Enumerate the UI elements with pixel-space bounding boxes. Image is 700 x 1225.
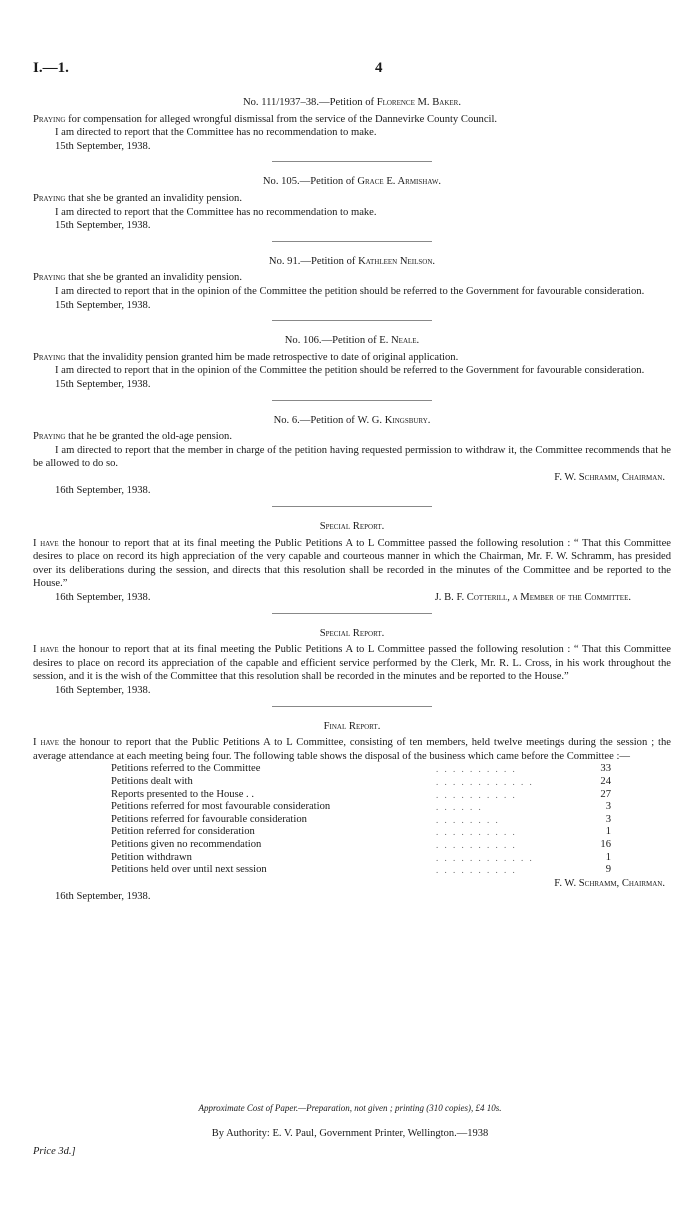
special-report-title: Special Report. bbox=[319, 627, 385, 639]
special-report-section bbox=[33, 520, 671, 605]
report-text: I am directed to report that in the opinion of the Committee the petition should be referred to the Government for favourable consideration. bbox=[55, 285, 645, 297]
petitioner-name: W. G. Kingsbury. bbox=[357, 414, 431, 426]
petition-title: No. 91.—Petition of Kathleen Neilson. bbox=[268, 255, 436, 267]
petitioner-name: Grace E. Armishaw. bbox=[357, 176, 442, 188]
special-report-section bbox=[33, 627, 671, 698]
section-divider bbox=[272, 706, 432, 707]
prayer-text: Praying that she be granted an invalidity pension. bbox=[33, 192, 243, 204]
report-text: I am directed to report that the Committee has no recommendation to make. bbox=[55, 206, 377, 218]
report-date: 15th September, 1938. bbox=[55, 140, 151, 152]
date-signature-row bbox=[33, 591, 671, 605]
petitioner-name: Kathleen Neilson. bbox=[358, 255, 436, 267]
special-report-text: I have the honour to report that at its final meeting the Public Petitions A to L Committee passed the following resolution : “ That this Committee desires to place on record its high appreciation of the very capable and courteous manner in which the Chairman, Mr. F. W. Schramm, has presided over its deliberations during the session, and directs that this resolution shall be recorded in the minutes of the Committee and be reported to the House.” bbox=[33, 537, 671, 590]
document-reference: I.—1. bbox=[33, 60, 69, 76]
paper-cost-text: —Preparation, not given ; printing (310 copies), £4 10s. bbox=[298, 1103, 502, 1113]
table-row: Petitions held over until next session . . . . . . . . . . 9 bbox=[111, 864, 611, 876]
special-report-text: I have the honour to report that at its final meeting the Public Petitions A to L Committee passed the following resolution : “ That this Committee desires to place on record its appreciation of the capable and efficient service performed by the Clerk, Mr. R. L. Cross, in his work throughout the session, and it is the wish of the Committee that this resolution shall be recorded in the minutes and be reported to the House.” bbox=[33, 644, 671, 683]
printer-authority: By Authority: E. V. Paul, Government Printer, Wellington.—1938 bbox=[211, 1128, 489, 1139]
petition-section bbox=[33, 414, 671, 499]
price-note: Price 3d.] bbox=[33, 1146, 76, 1157]
report-text: I am directed to report that the Committee has no recommendation to make. bbox=[55, 127, 377, 139]
report-text: I am directed to report that in the opinion of the Committee the petition should be referred to the Government for favourable consideration. bbox=[55, 365, 645, 377]
section-divider bbox=[272, 320, 432, 321]
table-row: Reports presented to the House . . . . . . . . . . . . 27 bbox=[111, 788, 611, 800]
page-number: 4 bbox=[375, 60, 383, 76]
member-signature: J. B. F. Cotterill, a Member of the Committee. bbox=[434, 592, 631, 604]
prayer-text: Praying that he be granted the old-age pension. bbox=[33, 431, 232, 443]
final-report-title: Final Report. bbox=[323, 720, 381, 732]
petitioner-name: E. Neale. bbox=[379, 335, 420, 347]
table-row: Petitions referred for favourable consideration . . . . . . . . 3 bbox=[111, 813, 611, 825]
final-report-text: I have the honour to report that the Public Petitions A to L Committee, consisting of ten members, held twelve meetings during the session ; the average attendance at each meeting being four. The following table shows the disposal of the business which came before the Committee :— bbox=[33, 737, 671, 762]
page-header bbox=[33, 60, 667, 80]
table-row: Petitions dealt with . . . . . . . . . . . . 24 bbox=[111, 775, 611, 787]
petition-title: No. 106.—Petition of E. Neale. bbox=[284, 335, 420, 347]
table-row: Petitions referred for most favourable consideration . . . . . . 3 bbox=[111, 801, 611, 813]
petition-section bbox=[33, 96, 671, 153]
report-date: 16th September, 1938. bbox=[55, 485, 151, 497]
table-row: Petition withdrawn . . . . . . . . . . . . 1 bbox=[111, 851, 611, 863]
report-date: 16th September, 1938. bbox=[55, 891, 151, 903]
table-row: Petitions given no recommendation . . . . . . . . . . 16 bbox=[111, 838, 611, 850]
petition-title: No. 111/1937–38.—Petition of Florence M. Baker. bbox=[242, 97, 461, 108]
petition-title: No. 105.—Petition of Grace E. Armishaw. bbox=[262, 176, 442, 188]
section-divider bbox=[272, 506, 432, 507]
prayer-text: Praying that she be granted an invalidity pension. bbox=[33, 272, 243, 284]
report-date: 15th September, 1938. bbox=[55, 299, 151, 311]
report-date: 15th September, 1938. bbox=[55, 220, 151, 232]
report-date: 16th September, 1938. bbox=[55, 592, 151, 604]
special-report-title: Special Report. bbox=[319, 521, 385, 533]
report-date: 16th September, 1938. bbox=[55, 685, 151, 696]
petition-section bbox=[33, 255, 671, 312]
section-divider bbox=[272, 161, 432, 162]
paper-cost-label: Approximate Cost of Paper. bbox=[198, 1103, 299, 1113]
petition-section bbox=[33, 334, 671, 391]
disposal-table bbox=[111, 763, 611, 876]
report-date: 15th September, 1938. bbox=[55, 378, 151, 390]
section-divider bbox=[272, 613, 432, 614]
petitioner-name: Florence M. Baker. bbox=[376, 97, 461, 108]
petition-section bbox=[33, 175, 671, 232]
section-divider bbox=[272, 241, 432, 242]
chairman-signature: F. W. Schramm, Chairman. bbox=[554, 471, 665, 483]
final-report-section bbox=[33, 720, 671, 904]
petition-title: No. 6.—Petition of W. G. Kingsbury. bbox=[273, 414, 431, 426]
prayer-text: Praying that the invalidity pension granted him be made retrospective to date of original application. bbox=[33, 351, 459, 363]
prayer-text: Praying for compensation for alleged wrongful dismissal from the service of the Dannevirke County Council. bbox=[33, 113, 498, 125]
table-row: Petitions referred to the Committee . . . . . . . . . . 33 bbox=[111, 763, 611, 775]
chairman-signature: F. W. Schramm, Chairman. bbox=[554, 877, 665, 889]
paper-cost-note bbox=[0, 1103, 700, 1113]
report-text: I am directed to report that the member in charge of the petition having requested permission to withdraw it, the Committee recommends that he be allowed to do so. bbox=[33, 444, 671, 470]
table-row: Petition referred for consideration . . . . . . . . . . 1 bbox=[111, 826, 611, 838]
document-body bbox=[33, 96, 671, 904]
section-divider bbox=[272, 400, 432, 401]
